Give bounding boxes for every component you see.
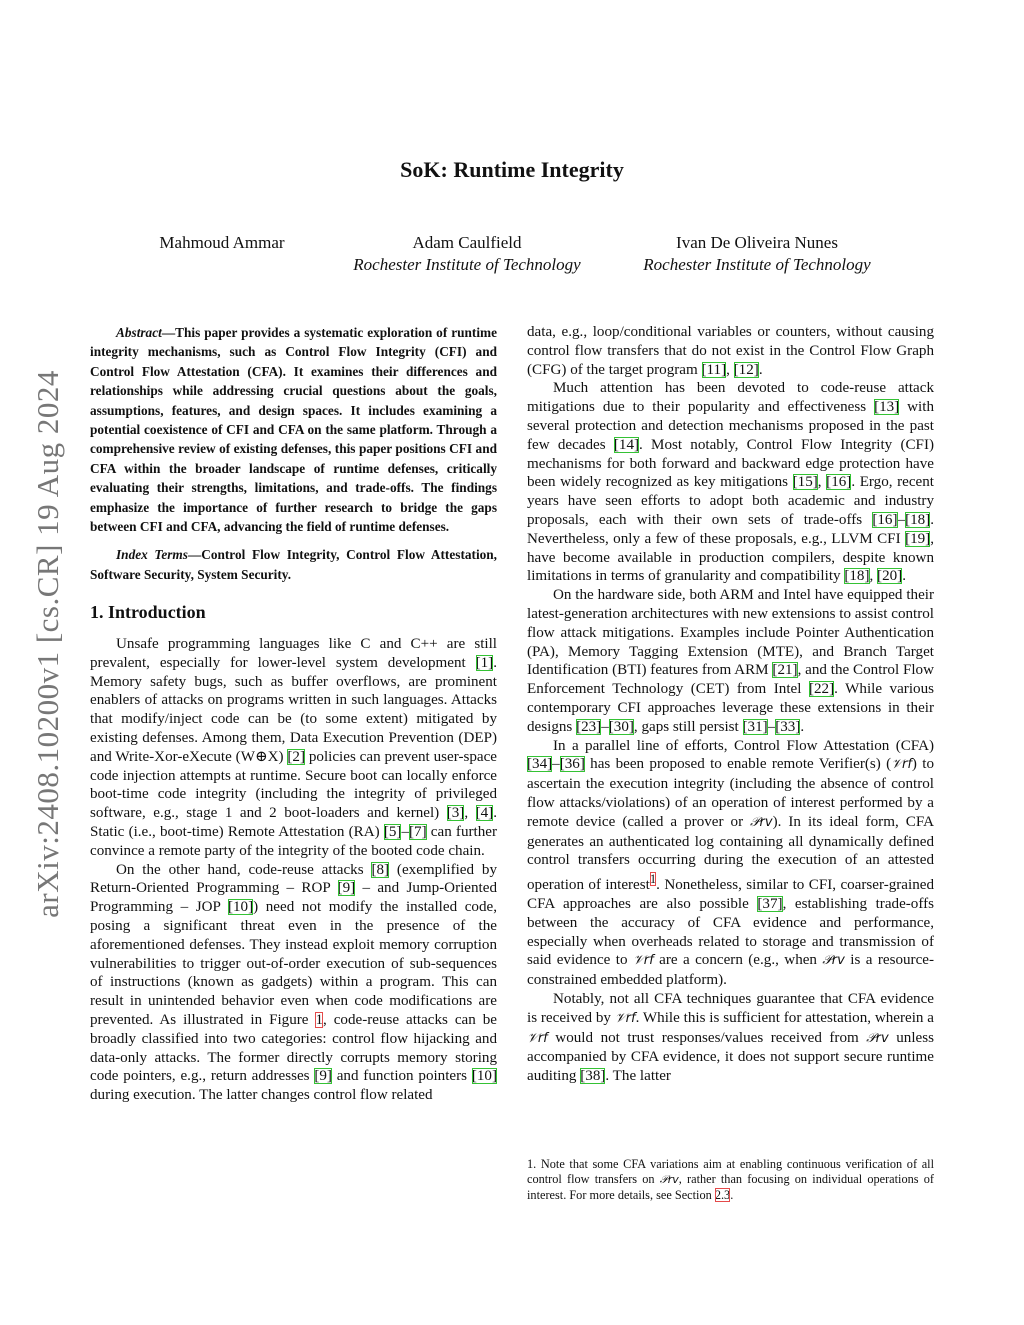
paragraph-text: , establishing trade-offs between the accuracy of CFA evidence and performance, especially when overheads related to storage and transmission of said evidence to	[527, 895, 934, 969]
paragraph-text: ,	[869, 568, 878, 585]
citation-link[interactable]: [21]	[772, 662, 798, 679]
author-name: Ivan De Oliveira Nunes	[676, 233, 838, 252]
prover-symbol: 𝒫rv	[822, 953, 845, 969]
paragraph-text: has been proposed to enable remote Verifier(s) (	[584, 756, 892, 773]
author-affiliation: Rochester Institute of Technology	[643, 255, 871, 274]
prover-symbol: 𝒫rv	[866, 1030, 889, 1046]
paper-title: SoK: Runtime Integrity	[400, 157, 624, 182]
prover-symbol: 𝒫rv	[659, 1173, 679, 1187]
paragraph-text: –	[552, 756, 560, 773]
paragraph-text: Unsafe programming languages like C and C++ are still prevalent, especially for lower-level system development	[90, 636, 497, 671]
arxiv-sidebar-stamp	[30, 348, 66, 940]
intro-paragraph-3	[527, 379, 934, 586]
paragraph-text: ). In its ideal form, CFA generates an authenticated log containing all dynamically defined control transfers occurring during the execution of an attested operation of interest	[527, 813, 934, 894]
citation-link[interactable]: [20]	[877, 568, 903, 585]
index-terms	[90, 545, 497, 584]
paragraph-text: . Nonetheless, similar to CFI, coarser-grained CFA approaches are also possible	[527, 877, 934, 912]
author-block-3	[628, 232, 886, 276]
left-column	[90, 323, 497, 1105]
footnote-text: 1. Note that some CFA variations aim at enabling continuous verification of all control flow transfers on	[527, 1157, 934, 1187]
citation-link[interactable]: [13]	[874, 399, 900, 416]
author-block-1	[126, 232, 318, 254]
paragraph-text: On the other hand, code-reuse attacks	[116, 861, 372, 878]
right-column	[527, 323, 934, 1086]
paragraph-text: . While various contemporary CFI approaches leverage these extensions in their designs	[527, 681, 934, 735]
paragraph-text: . Ergo, recent years have seen efforts to adopt both academic and industry proposals, each with their own sets of trade-offs	[527, 474, 934, 528]
paragraph-text: . Memory safety bugs, such as buffer overflows, are prominent enablers of attacks on programs written in such languages. Attacks that modify/inject code can be (to some extent) mitigated by existing defenses. Among them, Data Execution Prevention (DEP) and Write-Xor-eXecute (W⊕X)	[90, 654, 497, 765]
citation-link[interactable]: [30]	[608, 718, 634, 735]
author-name: Adam Caulfield	[412, 233, 522, 252]
paragraph-text: – and Jump-Oriented Programming – JOP	[90, 880, 497, 916]
paragraph-text: –	[601, 718, 609, 735]
paragraph-text: during execution. The latter changes control flow related	[90, 1087, 433, 1104]
paragraph-text: .	[902, 568, 906, 585]
intro-paragraph-6	[527, 990, 934, 1086]
paragraph-text: data, e.g., loop/conditional variables or counters, without causing control flow transfers that do not exist in the Control Flow Graph (CFG) of the target program	[527, 324, 934, 378]
paragraph-text: In a parallel line of efforts, Control Flow Attestation (CFA)	[553, 737, 934, 754]
citation-link[interactable]: [8]	[371, 861, 390, 878]
paragraph-text: . While this is sufficient for attestation, wherein a	[635, 1009, 935, 1026]
intro-paragraph-4	[527, 586, 934, 736]
citation-link[interactable]: [7]	[409, 824, 427, 841]
paragraph-text: Notably, not all CFA techniques guarantee that CFA evidence is received by	[527, 990, 934, 1026]
paragraph-text: On the hardware side, both ARM and Intel have equipped their latest-generation architectures with new extensions to assist control flow attack mitigations. Examples include Pointer Authentication (PA), Memory Tagging Extension (MTE), and Branch Target Identification (BTI) features from ARM	[527, 587, 934, 679]
abstract-text: —This paper provides a systematic exploration of runtime integrity mechanisms, such as Control Flow Integrity (CFI) and Control Flow Attestation (CFA). It examines their differences and relationships while addressing crucial questions about the goals, assumptions, features, and design spaces. It includes examining a potential coexistence of CFI and CFA on the same platform. Through a comprehensive review of existing defenses, this paper positions CFI and CFA within the broader landscape of runtime defenses, critically evaluating their strengths, limitations, and trade-offs. The findings emphasize the importance of further research to bridge the gaps between CFI and CFA, advancing the field of runtime defenses.	[90, 325, 497, 535]
citation-link[interactable]: [10]	[227, 899, 254, 916]
prover-symbol: 𝒫rv	[750, 814, 773, 830]
index-terms-text: —Control Flow Integrity, Control Flow Attestation, Software Security, System Security.	[90, 547, 498, 582]
citation-link[interactable]: [9]	[314, 1068, 332, 1085]
paragraph-text: , gaps still persist	[633, 718, 743, 735]
paragraph-text: –	[767, 718, 776, 735]
paragraph-text: with several protection and detection mechanisms proposed in the past few decades	[527, 399, 934, 453]
citation-link[interactable]: [5]	[383, 824, 402, 841]
citation-link[interactable]: [23]	[576, 718, 602, 735]
verifier-symbol: 𝒱rf	[527, 1030, 548, 1046]
paragraph-text: policies can prevent user-space code injection attempts at runtime. Secure boot can locally enforce boot-time code integrity (including the integrity of privileged software, e.g., stage 1 and 2 boot-loaders and kernel)	[90, 748, 498, 822]
intro-paragraph-1	[90, 635, 497, 861]
paragraph-text: would not trust responses/values received from	[547, 1029, 867, 1046]
citation-link[interactable]: [15]	[792, 474, 818, 491]
citation-link[interactable]: [38]	[580, 1068, 606, 1085]
citation-link[interactable]: [33]	[775, 718, 801, 735]
paragraph-text: , have become available in production compilers, despite known limitations in terms of granularity and compatibility	[527, 530, 934, 585]
abstract-label: Abstract	[116, 325, 162, 340]
citation-link[interactable]: [19]	[905, 530, 931, 547]
paragraph-text: ,	[726, 361, 734, 378]
citation-link[interactable]: [1]	[475, 654, 494, 671]
paragraph-text: ) need not modify the installed code, posing a significant threat even in the presence of the aforementioned defenses. They instead exploit memory corruption vulnerabilities to trigger out-of-order execution of sub-sequences of instructions (known as gadgets) within a program. This can result in unintended behavior even when code modifications are prevented. As illustrated in Figure	[90, 899, 497, 1029]
paragraph-text: .	[800, 718, 805, 735]
paragraph-text: (exemplified by Return-Oriented Programming – ROP	[90, 861, 497, 897]
footnote-marker-link[interactable]: 1	[649, 872, 657, 887]
citation-link[interactable]: [16]	[872, 511, 898, 528]
intro-paragraph-2	[90, 861, 497, 1105]
footnote-text: .	[730, 1187, 734, 1202]
paragraph-text: . Static (i.e., boot-time) Remote Attestation (RA)	[90, 805, 497, 841]
paragraph-text: and function pointers	[331, 1068, 472, 1085]
intro-paragraph-5	[527, 737, 934, 990]
paragraph-text: . Nevertheless, only a few of these proposals, e.g., LLVM CFI	[527, 511, 934, 547]
citation-link[interactable]: [18]	[905, 511, 931, 528]
citation-link[interactable]: [14]	[613, 436, 640, 453]
index-terms-label: Index Terms	[116, 547, 188, 563]
paragraph-text: ,	[464, 805, 476, 822]
author-block-2	[336, 232, 598, 276]
citation-link[interactable]: [12]	[733, 361, 759, 378]
paragraph-text: .	[758, 361, 763, 378]
citation-link[interactable]: [2]	[287, 748, 305, 765]
citation-link[interactable]: [36]	[559, 756, 585, 773]
section-reference-link[interactable]: 2.3	[714, 1187, 731, 1202]
author-name: Mahmoud Ammar	[159, 233, 285, 252]
paragraph-text: . Most notably, Control Flow Integrity (CFI) mechanisms for both forward and backward edge protection have been widely recognized as key mitigations	[527, 436, 934, 491]
citation-link[interactable]: [10]	[471, 1068, 497, 1085]
paragraph-text: –	[897, 511, 906, 528]
citation-link[interactable]: [9]	[337, 880, 356, 897]
citation-link[interactable]: [16]	[826, 474, 852, 491]
paragraph-text: ,	[817, 474, 827, 491]
verifier-symbol: 𝒱rf	[632, 953, 654, 969]
verifier-symbol: 𝒱rf	[891, 757, 912, 773]
citation-link[interactable]: [4]	[475, 805, 494, 822]
paragraph-text: Much attention has been devoted to code-reuse attack mitigations due to their popularity and effectiveness	[527, 380, 934, 416]
section-heading-introduction: 1. Introduction	[90, 602, 206, 623]
citation-link[interactable]: [34]	[527, 756, 553, 773]
paragraph-text: . The latter	[605, 1068, 671, 1085]
citation-link[interactable]: [3]	[446, 805, 465, 822]
author-affiliation: Rochester Institute of Technology	[353, 255, 581, 274]
footnote-text: , rather than focusing on individual operations of interest. For more details, see Section	[527, 1172, 934, 1202]
citation-link[interactable]: [11]	[701, 361, 727, 378]
citation-link[interactable]: [22]	[808, 681, 835, 698]
paragraph-text: unless accompanied by CFA evidence, it does not support secure runtime auditing	[527, 1029, 934, 1085]
paragraph-text: are a concern (e.g., when	[653, 952, 823, 969]
paragraph-text: , and the Control Flow Enforcement Technology (CET) from Intel	[527, 662, 935, 698]
citation-link[interactable]: [31]	[742, 718, 768, 735]
citation-link[interactable]: [37]	[757, 895, 783, 912]
citation-link[interactable]: [18]	[844, 568, 870, 585]
footnote	[527, 1157, 934, 1203]
arxiv-identifier: arXiv:2408.10200v1 [cs.CR] 19 Aug 2024	[30, 370, 65, 918]
paragraph-text: is a resource-constrained embedded platform).	[527, 952, 934, 989]
paragraph-text: ) to ascertain the execution integrity (including the absence of control flow attacks/violations) of an operation of interest performed by a remote device (called a prover or	[527, 756, 935, 830]
figure-reference-link[interactable]: 1	[315, 1012, 323, 1029]
verifier-symbol: 𝒱rf	[614, 1010, 636, 1026]
abstract	[90, 323, 497, 536]
intro-paragraph-continued	[527, 323, 934, 379]
paragraph-text: –	[401, 824, 409, 841]
paragraph-text: can further convince a remote party of the integrity of the booted code chain.	[90, 824, 497, 859]
paragraph-text: , code-reuse attacks can be broadly classified into two categories: control flow hijacking and data-only attacks. The former directly corrupts memory storing code pointers, e.g., return addresses	[90, 1012, 497, 1085]
